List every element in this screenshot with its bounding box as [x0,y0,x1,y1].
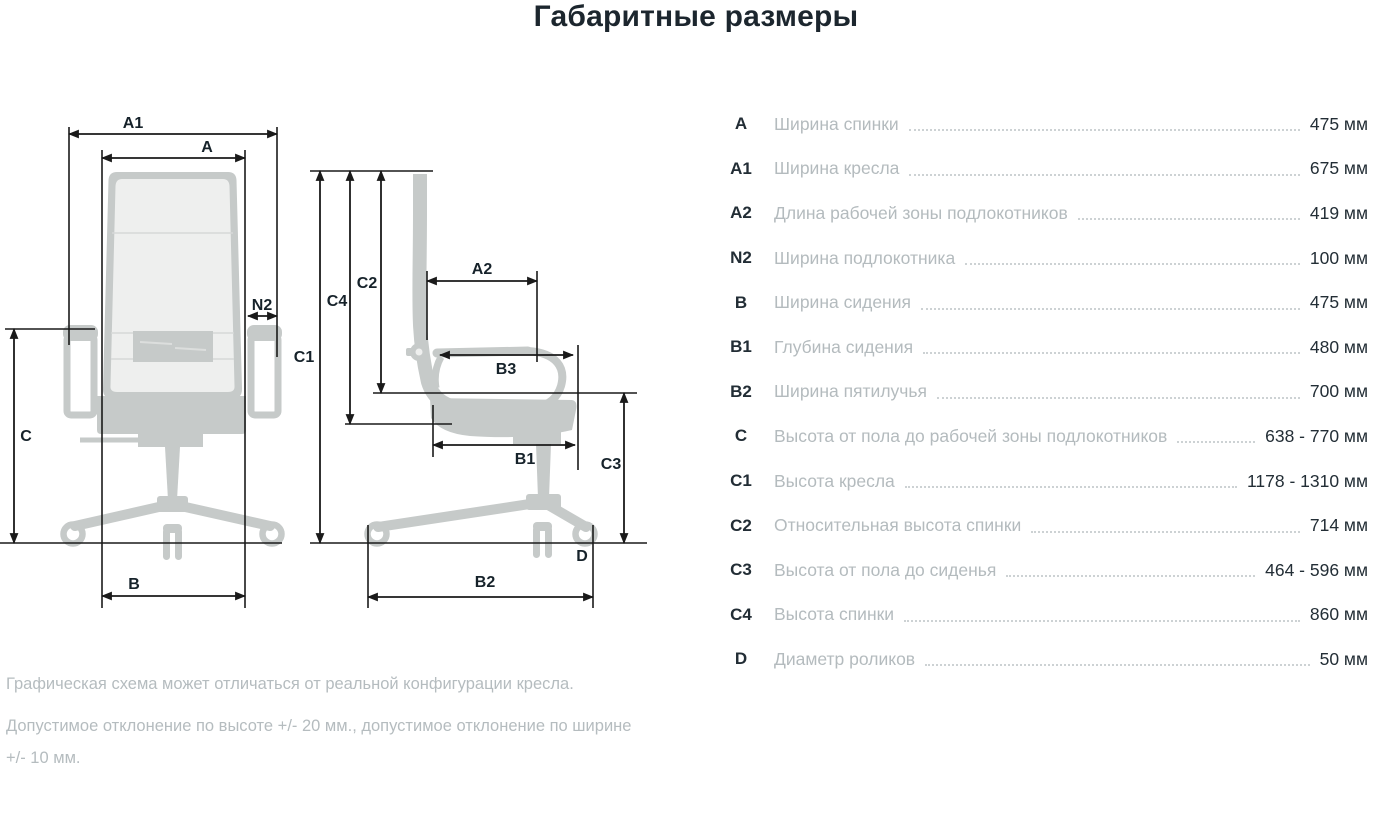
dim-label-c2: C2 [356,275,378,292]
dim-label-a1: A1 [122,115,144,132]
dimension-value: 480 мм [1309,336,1368,357]
dim-label-b3: B3 [495,361,517,378]
table-row [718,191,1368,236]
dim-label-c: C [20,428,32,445]
dimension-value: 475 мм [1309,113,1368,134]
dotted-leader [1177,441,1255,443]
dimension-label: Относительная высота спинки [774,515,1022,536]
dimension-code: B2 [730,381,752,401]
table-row [718,102,1368,147]
dim-label-b1: B1 [514,451,536,468]
dim-label-c3: C3 [600,456,622,473]
dim-label-d: D [576,548,588,565]
dotted-leader [937,397,1300,399]
dimension-code: A1 [730,158,752,178]
dimension-value: 714 мм [1309,515,1368,536]
chair-front-view [63,172,282,560]
dim-label-c1: C1 [293,349,315,366]
dimension-label: Диаметр роликов [774,648,916,669]
table-row [718,548,1368,593]
dotted-leader [905,486,1237,488]
dimension-value: 419 мм [1309,202,1368,223]
dimension-value: 50 мм [1319,648,1368,669]
dimension-value: 675 мм [1309,158,1368,179]
chair-dimension-diagram [0,0,660,650]
table-row [718,593,1368,638]
table-row [718,503,1368,548]
dotted-leader [1031,531,1300,533]
page-title: Габаритные размеры [533,0,859,33]
tolerance-note: Допустимое отклонение по высоте +/- 20 мм., допустимое отклонение по ширине +/- 10 мм. [6,717,632,767]
dimension-code: A2 [730,203,752,223]
table-row [718,325,1368,370]
dimension-value: 700 мм [1309,381,1368,402]
dimension-value: 100 мм [1309,247,1368,268]
dimension-label: Длина рабочей зоны подлокотников [774,202,1068,223]
dimension-label: Ширина спинки [774,113,899,134]
dotted-leader [925,664,1310,666]
dimension-label: Высота спинки [774,604,895,625]
dimension-code: C2 [730,515,752,535]
table-row [718,236,1368,281]
dimension-code: C1 [730,471,752,491]
dotted-leader [909,129,1300,131]
dimension-code: C3 [730,560,752,580]
dimension-value: 464 - 596 мм [1265,559,1368,580]
dimension-code: C4 [730,604,752,624]
dimension-label: Высота от пола до рабочей зоны подлокотников [774,425,1168,446]
dimension-code: B [734,292,748,312]
dimension-value: 475 мм [1309,292,1368,313]
dimension-code: N2 [730,248,752,268]
dotted-leader [923,352,1300,354]
dimension-label: Высота кресла [774,470,895,491]
dimension-label: Ширина подлокотника [774,247,956,268]
dimension-code: A [734,114,748,134]
dim-label-a: A [201,139,213,156]
dimension-label: Высота от пола до сиденья [774,559,997,580]
dimension-label: Ширина сидения [774,292,911,313]
table-row [718,637,1368,682]
table-row [718,459,1368,504]
dotted-leader [909,174,1299,176]
dim-label-a2: A2 [471,261,493,278]
dimension-value: 860 мм [1309,604,1368,625]
dim-label-n2: N2 [251,297,273,314]
table-row [718,414,1368,459]
dimension-code: B1 [730,337,752,357]
dimension-code: C [734,426,748,446]
dotted-leader [965,263,1300,265]
dimension-value: 1178 - 1310 мм [1246,470,1368,491]
dim-label-c4: C4 [326,293,348,310]
dimension-label: Ширина пятилучья [774,381,927,402]
dimension-value: 638 - 770 мм [1265,425,1368,446]
table-row [718,280,1368,325]
dotted-leader [921,308,1300,310]
table-row [718,147,1368,192]
dim-label-b2: B2 [474,574,496,591]
disclaimer-note: Графическая схема может отличаться от реальной конфигурации кресла. [6,675,574,693]
dotted-leader [904,620,1300,622]
side-view-dimensions [294,171,647,608]
dim-label-b: B [128,576,140,593]
table-row [718,370,1368,415]
dimension-label: Глубина сидения [774,336,914,357]
dimension-label: Ширина кресла [774,158,900,179]
dotted-leader [1006,575,1255,577]
dimension-table [718,102,1368,682]
dotted-leader [1078,218,1300,220]
chair-side-view [368,174,595,558]
dimension-code: D [734,649,748,669]
